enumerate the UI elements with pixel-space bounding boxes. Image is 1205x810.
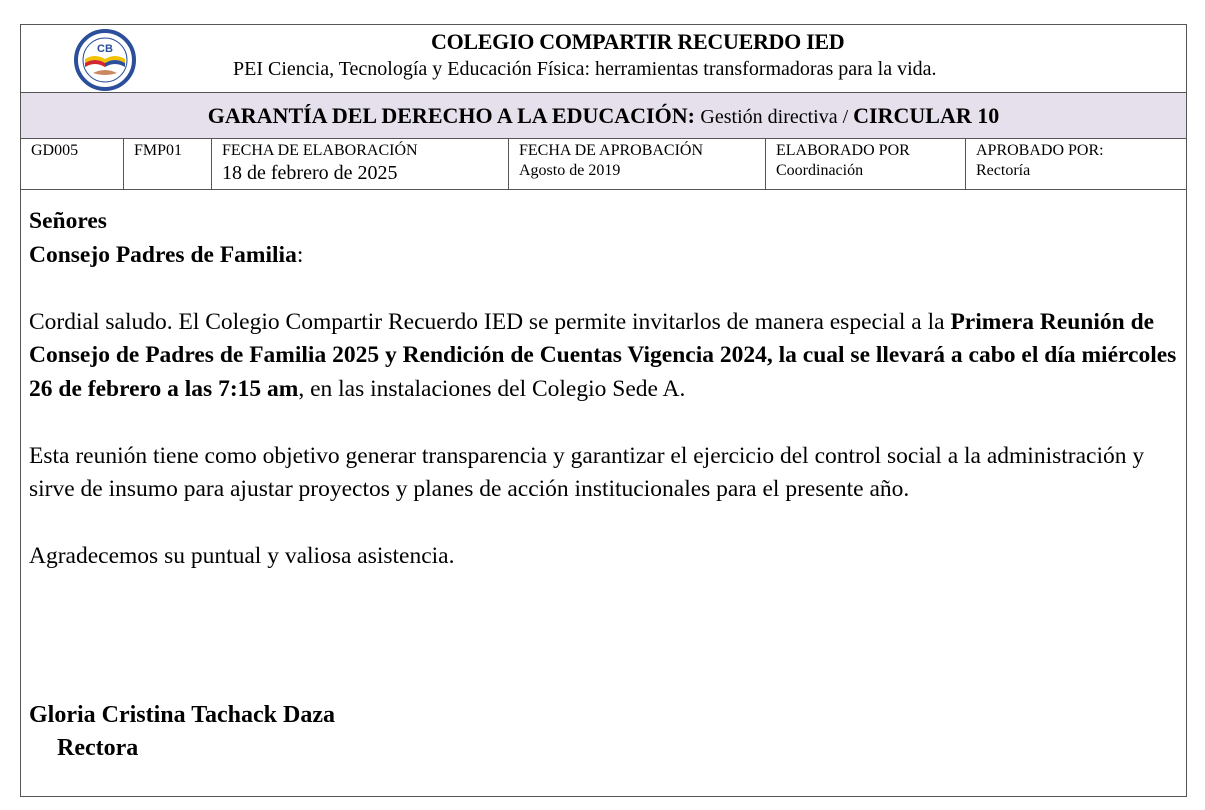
svg-text:CB: CB (97, 43, 113, 55)
invitation-intro: Cordial saludo. El Colegio Compartir Recuerdo IED se permite invitarlos de manera especial a la (29, 308, 951, 335)
elaboration-label: FECHA DE ELABORACIÓN (222, 142, 418, 159)
meta-made-by (766, 139, 966, 190)
made-by-value: Coordinación (776, 162, 864, 179)
invitation-location: , en las instalaciones del Colegio Sede A. (298, 375, 686, 402)
circular-number: CIRCULAR 10 (853, 103, 1000, 128)
code-value: GD005 (31, 142, 79, 159)
meta-approved-by (966, 139, 1188, 190)
approved-by-value: Rectoría (976, 162, 1031, 179)
approval-label: FECHA DE APROBACIÓN (519, 142, 704, 159)
pei-motto: PEI Ciencia, Tecnología y Educación Física: herramientas transformadoras para la vida. (233, 58, 937, 80)
band-title: GARANTÍA DEL DERECHO A LA EDUCACIÓN: (207, 103, 701, 128)
salutation-recipient: Consejo Padres de Familia (29, 241, 297, 268)
institution-name: COLEGIO COMPARTIR RECUERDO IED (431, 29, 845, 54)
meta-approval-date (509, 139, 766, 190)
thanks-paragraph: Agradecemos su puntual y valiosa asistencia. (29, 543, 455, 569)
meta-code (21, 139, 124, 190)
salutation-colon: : (296, 241, 304, 268)
letter-body (29, 205, 1179, 574)
signatory-role: Rectora (57, 735, 139, 761)
band-subtitle: Gestión directiva / (700, 106, 854, 128)
salutation-line-2 (29, 239, 1179, 273)
made-by-label: ELABORADO POR (776, 142, 910, 159)
format-value: FMP01 (134, 142, 183, 159)
signatory-name: Gloria Cristina Tachack Daza (29, 702, 336, 728)
objective-paragraph: Esta reunión tiene como objetivo generar transparencia y garantizar el ejercicio del control social a la administración y sirve de insumo para ajustar proyectos y planes de acción institucionales para el presente año. (29, 442, 1145, 502)
circular-title-band (21, 93, 1186, 139)
meta-format (124, 139, 212, 190)
invitation-paragraph (29, 306, 1179, 407)
meta-elaboration-date (212, 139, 509, 190)
approved-by-label: APROBADO POR: (976, 142, 1104, 159)
circular-document (20, 24, 1187, 797)
invitation-event-details: Primera Reunión de Consejo de Padres de Familia 2025 y Rendición de Cuentas Vigencia 2024, la cual se llevará a cabo el día miércoles 26 de febrero a las 7:15 am (29, 308, 1177, 402)
salutation-line-1: Señores (29, 208, 107, 234)
document-metadata-row (21, 139, 1186, 190)
elaboration-value: 18 de febrero de 2025 (222, 162, 398, 184)
document-header (21, 25, 1186, 93)
approval-value: Agosto de 2019 (519, 162, 621, 179)
school-crest-logo-icon (69, 29, 141, 91)
